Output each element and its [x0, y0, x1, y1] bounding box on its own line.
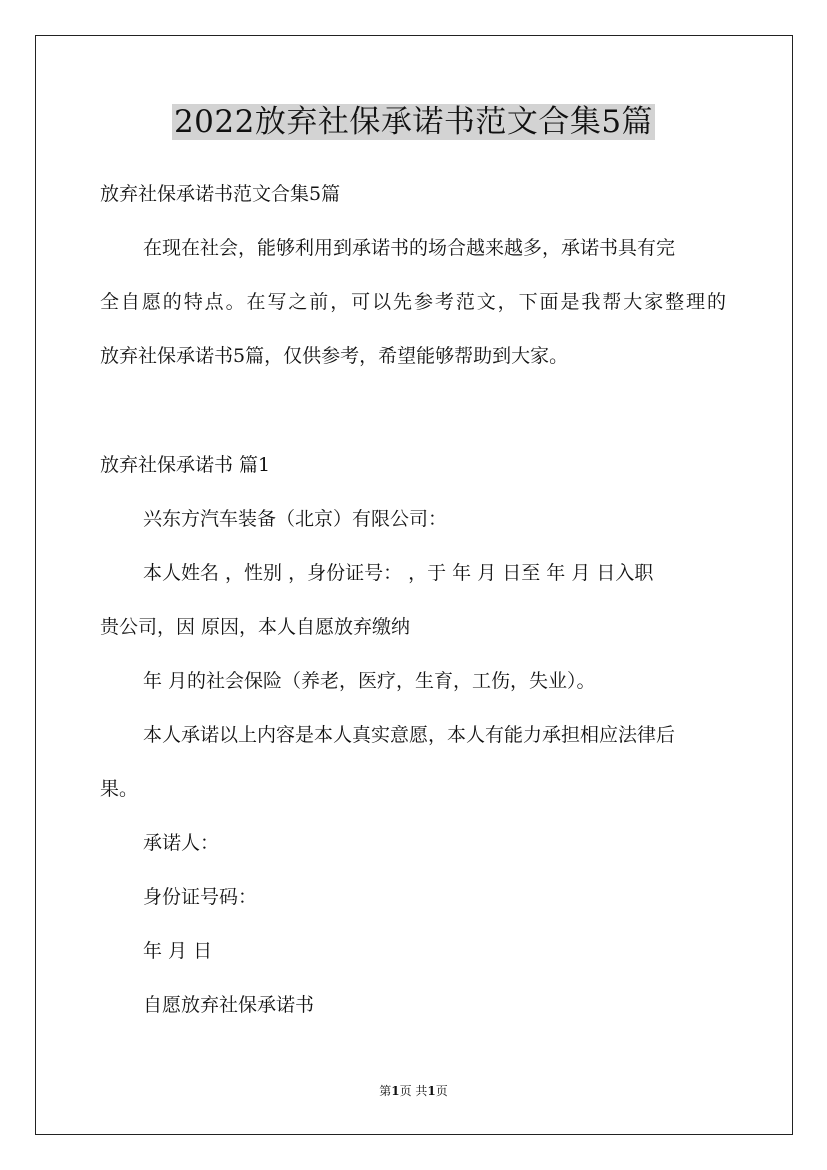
- section-heading: 放弃社保承诺书 篇1: [100, 454, 271, 476]
- footer-mid: 页 共: [399, 1084, 428, 1098]
- statement-line-2: 贵公司，因 原因，本人自愿放弃缴纳: [100, 616, 411, 638]
- document-title: [0, 100, 827, 144]
- footer-page-number: 1: [391, 1084, 400, 1098]
- document-subtitle: 放弃社保承诺书范文合集5篇: [100, 183, 341, 205]
- intro-line-3: 放弃社保承诺书5篇，仅供参考，希望能够帮助到大家。: [100, 345, 569, 367]
- id-number-label: 身份证号码：: [143, 886, 258, 908]
- date-label: 年 月 日: [143, 940, 213, 962]
- signer-label: 承诺人：: [143, 832, 220, 854]
- footer-prefix: 第: [379, 1084, 392, 1098]
- insurance-line: 年 月的社会保险（养老，医疗，生育，工伤，失业）。: [143, 670, 596, 692]
- promise-line-2: 果。: [100, 778, 139, 800]
- footer-suffix: 页: [435, 1084, 448, 1098]
- statement-line-1: 本人姓名 ，性别 ，身份证号： ，于 年 月 日至 年 月 日入职: [143, 562, 654, 584]
- addressee: 兴东方汽车装备（北京）有限公司：: [143, 508, 448, 530]
- footer-page-total: 1: [427, 1084, 436, 1098]
- page-footer: [0, 1082, 827, 1100]
- document-title-text: 2022放弃社保承诺书范文合集5篇: [173, 104, 654, 140]
- next-section-heading: 自愿放弃社保承诺书: [143, 994, 315, 1016]
- intro-line-2: 全自愿的特点。在写之前，可以先参考范文，下面是我帮大家整理的: [100, 291, 726, 313]
- intro-line-1: 在现在社会，能够利用到承诺书的场合越来越多，承诺书具有完: [143, 237, 676, 259]
- promise-line-1: 本人承诺以上内容是本人真实意愿，本人有能力承担相应法律后: [143, 724, 676, 746]
